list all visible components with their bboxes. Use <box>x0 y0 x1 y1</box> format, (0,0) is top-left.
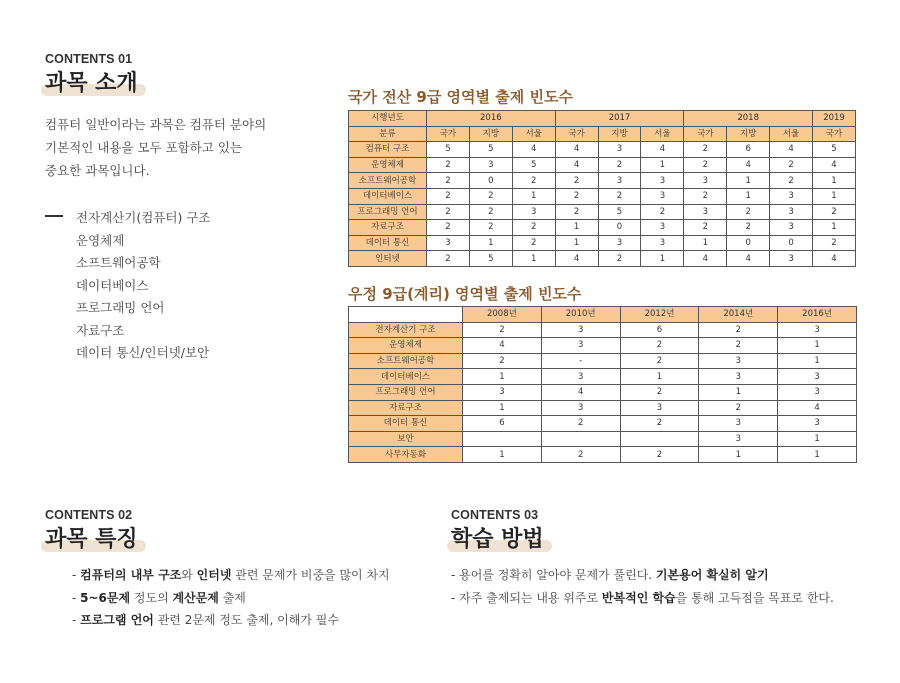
section-title-method: 학습 방법 <box>451 527 544 552</box>
contents-01-label: CONTENTS 01 <box>45 52 133 66</box>
list-dash <box>45 215 63 217</box>
table-cell: 3 <box>427 235 470 251</box>
row-header: 사무자동화 <box>349 447 463 463</box>
topic-item: 운영체제 <box>76 232 125 248</box>
table-cell: 4 <box>770 142 813 158</box>
section-title-features: 과목 특징 <box>45 527 138 552</box>
row-header: 운영체제 <box>349 338 463 354</box>
table-cell: 2 <box>620 384 699 400</box>
table-cell: 5 <box>469 142 512 158</box>
table-cell: 2 <box>512 173 555 189</box>
intro-line: 중요한 과목입니다. <box>45 163 150 178</box>
table-cell: 3 <box>512 204 555 220</box>
table2-frequency <box>348 306 857 463</box>
table-cell: 3 <box>541 400 620 416</box>
table1-frequency <box>348 110 856 267</box>
table-cell: - <box>541 353 620 369</box>
table-cell: 3 <box>541 338 620 354</box>
table-cell <box>541 431 620 447</box>
table-cell: 2 <box>684 188 727 204</box>
table-cell: 1 <box>463 400 542 416</box>
table-cell: 3 <box>770 188 813 204</box>
row-header: 자료구조 <box>349 400 463 416</box>
table-cell: 4 <box>512 142 555 158</box>
table-cell: 5 <box>469 251 512 267</box>
table-cell: 2 <box>427 188 470 204</box>
region-header: 서울 <box>641 126 684 142</box>
table-cell: 3 <box>684 204 727 220</box>
table-cell: 3 <box>463 384 542 400</box>
table-row <box>349 384 857 400</box>
table-cell: 2 <box>463 322 542 338</box>
row-header: 운영체제 <box>349 157 427 173</box>
table-cell: 4 <box>463 338 542 354</box>
table-cell: 2 <box>512 220 555 236</box>
table-row <box>349 157 856 173</box>
topic-item: 데이터 통신/인터넷/보안 <box>76 345 210 360</box>
table-cell: 1 <box>778 447 857 463</box>
table-cell: 3 <box>598 173 641 189</box>
table-cell: 4 <box>555 157 598 173</box>
table-cell: 3 <box>641 173 684 189</box>
feature-item: - 컴퓨터의 내부 구조와 인터넷 관련 문제가 비중을 많이 차지 <box>72 568 390 582</box>
table-cell: 3 <box>620 400 699 416</box>
table-row <box>349 338 857 354</box>
region-header: 지방 <box>598 126 641 142</box>
table-cell: 2 <box>463 353 542 369</box>
table-cell: 2 <box>699 338 778 354</box>
region-header: 지방 <box>727 126 770 142</box>
table-row <box>349 369 857 385</box>
table-row <box>349 400 857 416</box>
table-cell: 3 <box>641 220 684 236</box>
table-row <box>349 204 856 220</box>
features-list <box>72 564 390 632</box>
table-cell: 6 <box>620 322 699 338</box>
table-cell: 2 <box>555 173 598 189</box>
table-cell: 0 <box>598 220 641 236</box>
table-cell: 2 <box>469 220 512 236</box>
table-cell: 2 <box>427 220 470 236</box>
table-cell: 1 <box>778 338 857 354</box>
table-cell: 0 <box>469 173 512 189</box>
table-cell: 3 <box>699 416 778 432</box>
table-cell <box>463 431 542 447</box>
table-cell: 1 <box>555 220 598 236</box>
feature-item: - 프로그램 언어 관련 2문제 정도 출제, 이해가 필수 <box>72 613 339 627</box>
table-cell: 2 <box>727 220 770 236</box>
table-cell: 6 <box>463 416 542 432</box>
table-cell: 3 <box>598 142 641 158</box>
table-cell: 4 <box>541 384 620 400</box>
table-cell: 1 <box>463 447 542 463</box>
table-cell: 4 <box>555 142 598 158</box>
year-header: 2018 <box>684 111 813 127</box>
year-header: 2010년 <box>541 307 620 323</box>
table-cell: 1 <box>555 235 598 251</box>
table-cell: 2 <box>541 447 620 463</box>
year-header: 2012년 <box>620 307 699 323</box>
topic-item: 프로그래밍 언어 <box>76 300 165 315</box>
table-cell: 1 <box>727 188 770 204</box>
region-header: 서울 <box>770 126 813 142</box>
table-cell: 3 <box>598 235 641 251</box>
table-cell: 5 <box>427 142 470 158</box>
table-row <box>349 235 856 251</box>
table-cell: 2 <box>555 204 598 220</box>
table-cell: 5 <box>813 142 856 158</box>
region-header: 지방 <box>469 126 512 142</box>
row-header: 데이터베이스 <box>349 369 463 385</box>
table-cell: 2 <box>684 220 727 236</box>
table-cell: 2 <box>813 204 856 220</box>
table-cell: 3 <box>770 251 813 267</box>
topic-item: 전자계산기(컴퓨터) 구조 <box>76 210 211 225</box>
table-cell: 3 <box>778 416 857 432</box>
table-cell: 3 <box>541 322 620 338</box>
table-row <box>349 220 856 236</box>
table-cell: 1 <box>620 369 699 385</box>
table-cell <box>620 431 699 447</box>
table-cell: 1 <box>778 353 857 369</box>
table-row <box>349 142 856 158</box>
region-header: 국가 <box>555 126 598 142</box>
empty-corner-cell <box>349 307 463 323</box>
table-cell: 2 <box>469 204 512 220</box>
table-cell: 3 <box>641 188 684 204</box>
table-cell: 2 <box>727 204 770 220</box>
table-cell: 2 <box>620 447 699 463</box>
method-item: - 용어를 정확히 알아야 문제가 풀린다. 기본용어 확실히 알기 <box>451 568 769 582</box>
table-cell: 2 <box>684 142 727 158</box>
table-cell: 2 <box>699 400 778 416</box>
row-header: 인터넷 <box>349 251 427 267</box>
table-cell: 2 <box>541 416 620 432</box>
table-cell: 2 <box>813 235 856 251</box>
table-cell: 4 <box>684 251 727 267</box>
table-cell: 3 <box>699 369 778 385</box>
row-header: 데이터베이스 <box>349 188 427 204</box>
table-row <box>349 353 857 369</box>
table-cell: 4 <box>727 251 770 267</box>
table-cell: 2 <box>641 204 684 220</box>
table-cell: 3 <box>778 369 857 385</box>
category-label-cell: 분류 <box>349 126 427 142</box>
intro-line: 기본적인 내용을 모두 포함하고 있는 <box>45 140 243 155</box>
table-cell: 2 <box>512 235 555 251</box>
year-label-cell: 시행년도 <box>349 111 427 127</box>
row-header: 데이터 통신 <box>349 416 463 432</box>
table-cell: 2 <box>620 338 699 354</box>
topic-item: 자료구조 <box>76 322 125 338</box>
table-cell: 1 <box>641 251 684 267</box>
region-header: 서울 <box>512 126 555 142</box>
table-cell: 2 <box>555 188 598 204</box>
table-cell: 3 <box>770 220 813 236</box>
table-cell: 1 <box>463 369 542 385</box>
table-cell: 3 <box>469 157 512 173</box>
table-cell: 2 <box>598 251 641 267</box>
table-cell: 6 <box>727 142 770 158</box>
contents-02-label: CONTENTS 02 <box>45 508 133 522</box>
table1-title: 국가 전산 9급 영역별 출제 빈도수 <box>348 88 573 106</box>
table-cell: 4 <box>813 251 856 267</box>
region-header: 국가 <box>427 126 470 142</box>
table-row <box>349 416 857 432</box>
row-header: 프로그래밍 언어 <box>349 204 427 220</box>
table-cell: 2 <box>598 157 641 173</box>
table-cell: 1 <box>727 173 770 189</box>
table-cell: 0 <box>727 235 770 251</box>
table-row <box>349 173 856 189</box>
year-header: 2017 <box>555 111 684 127</box>
contents-03-label: CONTENTS 03 <box>451 508 539 522</box>
table-cell: 4 <box>727 157 770 173</box>
row-header: 전자계산기 구조 <box>349 322 463 338</box>
year-header: 2016 <box>427 111 556 127</box>
table-cell: 1 <box>512 251 555 267</box>
year-header: 2019 <box>813 111 856 127</box>
table-cell: 1 <box>641 157 684 173</box>
table-cell: 2 <box>620 353 699 369</box>
topic-item: 데이터베이스 <box>76 277 149 293</box>
table-cell: 5 <box>598 204 641 220</box>
row-header: 소프트웨어공학 <box>349 173 427 189</box>
table-cell: 2 <box>427 157 470 173</box>
table-cell: 2 <box>427 251 470 267</box>
table-cell: 1 <box>469 235 512 251</box>
row-header: 데이터 통신 <box>349 235 427 251</box>
table-cell: 3 <box>778 384 857 400</box>
table-cell: 1 <box>813 173 856 189</box>
table-cell: 2 <box>427 204 470 220</box>
table-row <box>349 251 856 267</box>
table-cell: 2 <box>699 322 778 338</box>
region-header: 국가 <box>813 126 856 142</box>
table-cell: 1 <box>512 188 555 204</box>
row-header: 프로그래밍 언어 <box>349 384 463 400</box>
table-cell: 3 <box>684 173 727 189</box>
table-cell: 2 <box>598 188 641 204</box>
table-cell: 4 <box>555 251 598 267</box>
table-cell: 2 <box>469 188 512 204</box>
table-row <box>349 447 857 463</box>
table-cell: 1 <box>699 384 778 400</box>
year-header: 2016년 <box>778 307 857 323</box>
table-cell: 2 <box>427 173 470 189</box>
table2-title: 우정 9급(계리) 영역별 출제 빈도수 <box>348 285 582 303</box>
table-cell: 4 <box>813 157 856 173</box>
table-cell: 2 <box>684 157 727 173</box>
table-cell: 3 <box>699 431 778 447</box>
region-header: 국가 <box>684 126 727 142</box>
row-header: 소프트웨어공학 <box>349 353 463 369</box>
year-header: 2008년 <box>463 307 542 323</box>
table-cell: 4 <box>778 400 857 416</box>
intro-text <box>45 113 305 182</box>
table-cell: 3 <box>778 322 857 338</box>
table-cell: 1 <box>813 188 856 204</box>
intro-line: 컴퓨터 일반이라는 과목은 컴퓨터 분야의 <box>45 117 267 132</box>
table-cell: 1 <box>813 220 856 236</box>
row-header: 컴퓨터 구조 <box>349 142 427 158</box>
table-cell: 1 <box>684 235 727 251</box>
table-cell: 5 <box>512 157 555 173</box>
topic-list <box>76 207 210 365</box>
table-cell: 0 <box>770 235 813 251</box>
table-row <box>349 431 857 447</box>
table-cell: 1 <box>778 431 857 447</box>
table-row <box>349 188 856 204</box>
section-title-intro: 과목 소개 <box>45 71 138 96</box>
table-cell: 2 <box>620 416 699 432</box>
table-cell: 3 <box>699 353 778 369</box>
feature-item: - 5~6문제 정도의 계산문제 출제 <box>72 590 246 605</box>
table-cell: 3 <box>641 235 684 251</box>
table-cell: 2 <box>770 173 813 189</box>
method-list <box>451 564 834 609</box>
table-cell: 2 <box>770 157 813 173</box>
table-cell: 1 <box>699 447 778 463</box>
table-cell: 3 <box>770 204 813 220</box>
table-row <box>349 322 857 338</box>
row-header: 자료구조 <box>349 220 427 236</box>
method-item: - 자주 출제되는 내용 위주로 반복적인 학습을 통해 고득점을 목표로 한다. <box>451 590 834 605</box>
topic-item: 소프트웨어공학 <box>76 255 161 270</box>
row-header: 보안 <box>349 431 463 447</box>
year-header: 2014년 <box>699 307 778 323</box>
table-cell: 4 <box>641 142 684 158</box>
table-cell: 3 <box>541 369 620 385</box>
